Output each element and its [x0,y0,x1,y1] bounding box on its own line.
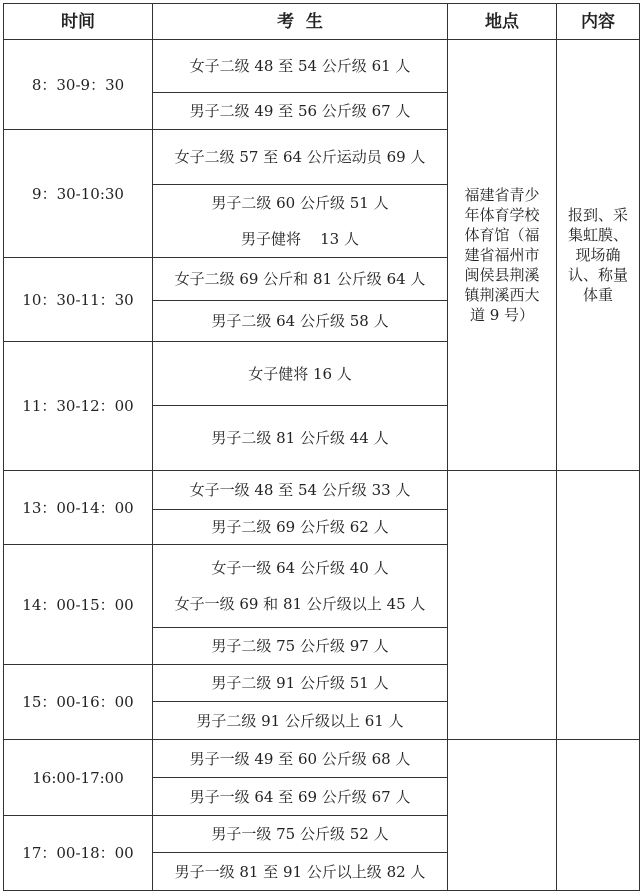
header-location: 地点 [448,4,557,40]
examinee-line: 女子一级 48 至 54 公斤级 33 人 [189,481,411,499]
table-row [4,471,640,510]
examinee-line: 男子二级 75 公斤级 97 人 [211,637,389,655]
content-line: 现场确 [575,246,621,264]
location-line: 体育馆（福 [464,226,540,244]
examinee-cell [153,778,448,816]
header-time: 时间 [4,4,153,40]
examinee-line: 男子一级 75 公斤级 52 人 [211,825,389,843]
examinee-cell [153,40,448,93]
time-slot: 13：00-14：00 [4,471,153,545]
examinee-line: 男子健将 13 人 [241,230,359,248]
header-row [4,4,640,40]
empty-content-cell [557,740,640,891]
time-slot: 11：30-12：00 [4,342,153,471]
location-line: 年体育学校 [464,206,540,224]
time-slot: 14：00-15：00 [4,545,153,665]
header-content: 内容 [557,4,640,40]
examinee-cell [153,301,448,342]
examinee-line: 男子一级 64 至 69 公斤级 67 人 [189,787,411,806]
examinee-line: 女子二级 57 至 64 公斤运动员 69 人 [174,148,426,166]
time-slot: 15：00-16：00 [4,665,153,740]
content-line: 报到、采 [567,206,628,224]
content-cell [557,40,640,471]
examinee-line: 男子二级 81 公斤级 44 人 [211,429,389,447]
examinee-line: 男子二级 64 公斤级 58 人 [211,312,389,330]
table-row [4,740,640,778]
schedule-table [3,3,640,891]
location-line: 福建省青少 [464,186,540,204]
examinee-cell [153,185,448,258]
location-line: 建省福州市 [464,246,540,264]
location-cell [448,40,557,471]
time-slot: 8：30-9：30 [4,40,153,130]
examinee-line: 男子二级 91 公斤级以上 61 人 [196,711,404,730]
examinee-cell [153,471,448,510]
time-slot: 10：30-11：30 [4,258,153,342]
location-line: 道 9 号） [469,306,535,324]
examinee-cell [153,853,448,891]
examinee-line: 男子二级 60 公斤级 51 人 [211,194,389,212]
examinee-cell [153,702,448,740]
examinee-cell [153,665,448,702]
schedule-body [4,40,640,891]
examinee-line: 女子健将 16 人 [248,364,352,383]
examinee-line: 男子二级 49 至 56 公斤级 67 人 [189,102,411,120]
table-row [4,40,640,93]
examinee-cell [153,545,448,628]
examinee-line: 男子一级 49 至 60 公斤级 68 人 [189,749,411,768]
examinee-line: 女子二级 69 公斤和 81 公斤级 64 人 [174,270,426,288]
empty-location-cell [448,740,557,891]
examinee-line: 女子一级 64 公斤级 40 人 [211,559,389,577]
empty-content-cell [557,471,640,740]
examinee-cell [153,740,448,778]
examinee-cell [153,816,448,853]
examinee-cell [153,406,448,471]
examinee-cell [153,342,448,406]
time-slot: 16:00-17:00 [4,740,153,816]
examinee-line: 男子一级 81 至 91 公斤以上级 82 人 [174,862,426,881]
content-line: 体重 [582,286,613,304]
content-line: 集虹膜、 [567,226,628,244]
header-examinee: 考 生 [153,4,448,40]
examinee-line: 女子二级 48 至 54 公斤级 61 人 [189,57,411,75]
empty-location-cell [448,471,557,740]
examinee-cell [153,130,448,185]
location-line: 闽侯县荆溪 [464,266,540,284]
content-line: 认、称量 [567,266,628,284]
time-slot: 9：30-10:30 [4,130,153,258]
examinee-cell [153,93,448,130]
examinee-cell [153,258,448,301]
examinee-cell [153,628,448,665]
time-slot: 17：00-18：00 [4,816,153,891]
examinee-cell [153,510,448,545]
location-line: 镇荆溪西大 [464,286,540,304]
examinee-line: 男子二级 69 公斤级 62 人 [211,518,389,536]
examinee-line: 女子一级 69 和 81 公斤级以上 45 人 [174,595,426,613]
examinee-line: 男子二级 91 公斤级 51 人 [211,674,389,692]
